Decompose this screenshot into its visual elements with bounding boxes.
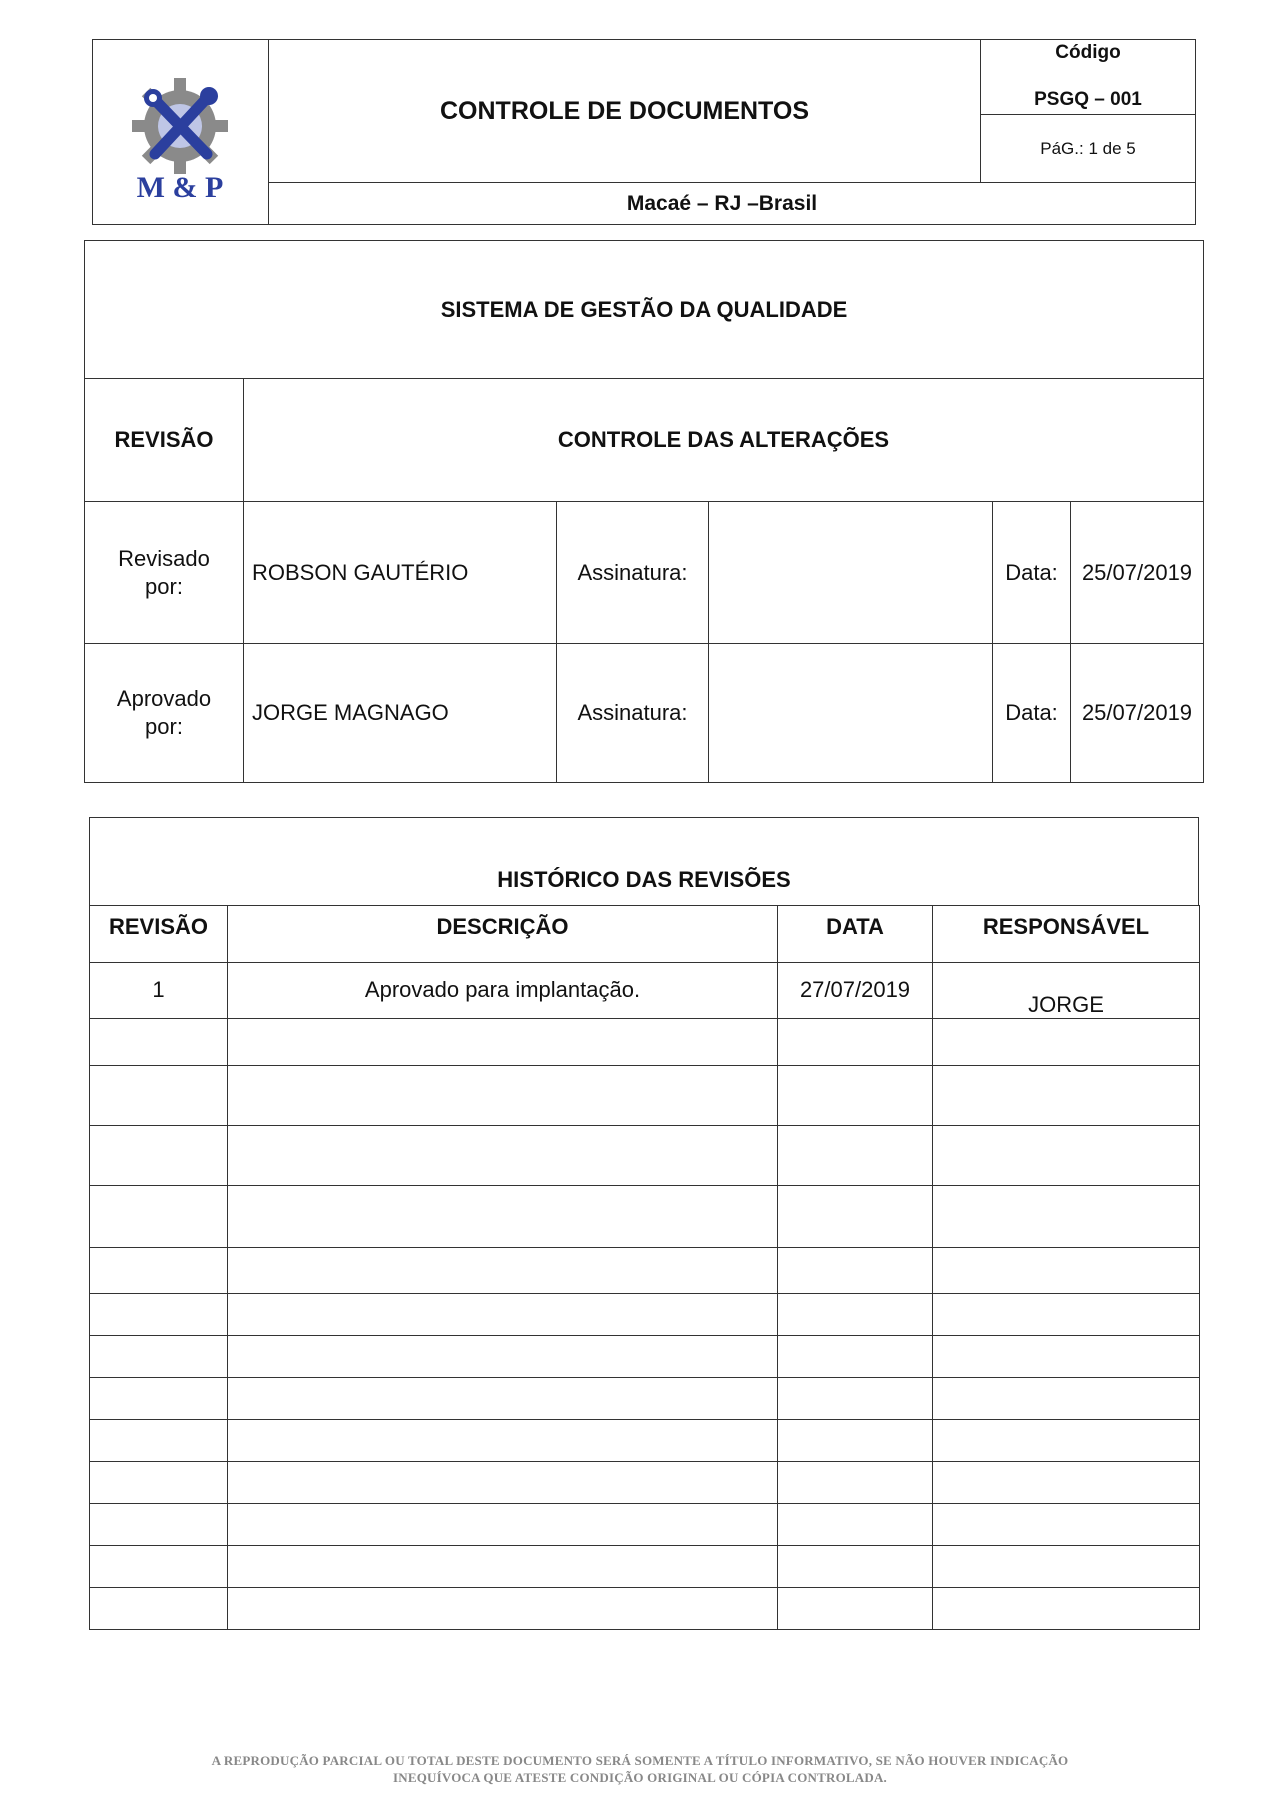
empty-cell	[90, 1186, 228, 1248]
history-header-row	[90, 906, 1200, 963]
empty-cell	[933, 1186, 1200, 1248]
table-row	[90, 1186, 1200, 1248]
table-row	[90, 1504, 1200, 1546]
table-row	[90, 1462, 1200, 1504]
approver-name	[243, 643, 557, 783]
reviewer-name	[243, 501, 557, 644]
empty-cell	[933, 1248, 1200, 1294]
empty-cell	[228, 1019, 778, 1066]
history-table	[89, 905, 1200, 1630]
empty-cell	[778, 1248, 933, 1294]
page-indicator: PáG.: 1 de 5	[980, 114, 1196, 183]
table-row	[90, 1546, 1200, 1588]
table-row	[90, 1248, 1200, 1294]
empty-cell	[933, 1126, 1200, 1186]
revision-header: REVISÃO	[84, 378, 244, 502]
empty-cell	[933, 1546, 1200, 1588]
col-header-descricao: DESCRIÇÃO	[228, 906, 778, 963]
empty-cell	[90, 1336, 228, 1378]
empty-cell	[933, 1504, 1200, 1546]
empty-cell	[228, 1126, 778, 1186]
empty-cell	[228, 1336, 778, 1378]
reviewer-name-text: ROBSON GAUTÉRIO	[252, 559, 469, 585]
empty-cell	[228, 1462, 778, 1504]
empty-cell	[933, 1336, 1200, 1378]
empty-cell	[90, 1248, 228, 1294]
empty-cell	[228, 1588, 778, 1630]
empty-cell	[228, 1248, 778, 1294]
empty-cell	[933, 1378, 1200, 1420]
empty-cell	[228, 1504, 778, 1546]
role-label: Revisado por:	[84, 501, 244, 644]
empty-cell	[90, 1019, 228, 1066]
empty-cell	[778, 1126, 933, 1186]
date-value: 25/07/2019	[1070, 643, 1204, 783]
empty-cell	[933, 1294, 1200, 1336]
empty-cell	[90, 1066, 228, 1126]
empty-cell	[778, 1066, 933, 1126]
signature-label: Assinatura:	[556, 643, 709, 783]
empty-cell	[778, 1504, 933, 1546]
empty-cell	[90, 1294, 228, 1336]
col-header-data: DATA	[778, 906, 933, 963]
col-header-responsavel: RESPONSÁVEL	[933, 906, 1200, 963]
empty-cell	[778, 1462, 933, 1504]
empty-cell	[933, 1066, 1200, 1126]
quality-system-title: SISTEMA DE GESTÃO DA QUALIDADE	[84, 240, 1204, 379]
document-title: CONTROLE DE DOCUMENTOS	[268, 39, 981, 183]
revision-date: 27/07/2019	[778, 963, 933, 1019]
empty-cell	[778, 1294, 933, 1336]
revision-responsible: JORGE	[933, 963, 1200, 1019]
table-row	[90, 963, 1200, 1019]
empty-cell	[778, 1378, 933, 1420]
role-label: Aprovado por:	[84, 643, 244, 783]
empty-cell	[933, 1588, 1200, 1630]
empty-cell	[778, 1186, 933, 1248]
empty-cell	[228, 1294, 778, 1336]
empty-cell	[228, 1186, 778, 1248]
reproduction-notice	[60, 1752, 1220, 1786]
table-row	[90, 1420, 1200, 1462]
history-title	[89, 817, 1199, 906]
history-title-text: HISTÓRICO DAS REVISÕES	[497, 867, 791, 892]
date-label: Data:	[992, 643, 1071, 783]
table-row	[90, 1588, 1200, 1630]
empty-cell	[778, 1546, 933, 1588]
notice-line-1: A REPRODUÇÃO PARCIAL OU TOTAL DESTE DOCUMENTO SERÁ SOMENTE A TÍTULO INFORMATIVO, SE NÃO HOUVER INDICAÇÃO	[211, 1753, 1069, 1768]
empty-cell	[90, 1546, 228, 1588]
code-label: Código	[1055, 42, 1121, 63]
empty-cell	[778, 1420, 933, 1462]
empty-cell	[90, 1378, 228, 1420]
empty-cell	[933, 1462, 1200, 1504]
empty-cell	[228, 1420, 778, 1462]
empty-cell	[778, 1336, 933, 1378]
code-value: PSGQ – 001	[1034, 89, 1142, 110]
revision-description: Aprovado para implantação.	[228, 963, 778, 1019]
empty-cell	[933, 1420, 1200, 1462]
table-row	[90, 1019, 1200, 1066]
col-header-revisao: REVISÃO	[90, 906, 228, 963]
empty-cell	[90, 1126, 228, 1186]
empty-cell	[228, 1378, 778, 1420]
revision-number: 1	[90, 963, 228, 1019]
changes-control-header: CONTROLE DAS ALTERAÇÕES	[243, 378, 1204, 502]
empty-cell	[228, 1066, 778, 1126]
empty-cell	[90, 1504, 228, 1546]
notice-line-2: INEQUÍVOCA QUE ATESTE CONDIÇÃO ORIGINAL OU CÓPIA CONTROLADA.	[392, 1770, 887, 1785]
empty-cell	[228, 1546, 778, 1588]
empty-cell	[778, 1588, 933, 1630]
table-row	[90, 1378, 1200, 1420]
table-row	[90, 1336, 1200, 1378]
empty-cell	[90, 1588, 228, 1630]
date-label: Data:	[992, 501, 1071, 644]
table-row	[90, 1294, 1200, 1336]
signature-field[interactable]	[708, 501, 993, 644]
empty-cell	[90, 1420, 228, 1462]
table-row	[90, 1066, 1200, 1126]
date-value: 25/07/2019	[1070, 501, 1204, 644]
signature-label: Assinatura:	[556, 501, 709, 644]
approver-name-text: JORGE MAGNAGO	[252, 700, 449, 725]
table-row	[90, 1126, 1200, 1186]
location: Macaé – RJ –Brasil	[268, 182, 1196, 225]
company-logo-text: M & P	[136, 171, 224, 204]
signature-field[interactable]	[708, 643, 993, 783]
empty-cell	[933, 1019, 1200, 1066]
empty-cell	[90, 1462, 228, 1504]
empty-cell	[778, 1019, 933, 1066]
